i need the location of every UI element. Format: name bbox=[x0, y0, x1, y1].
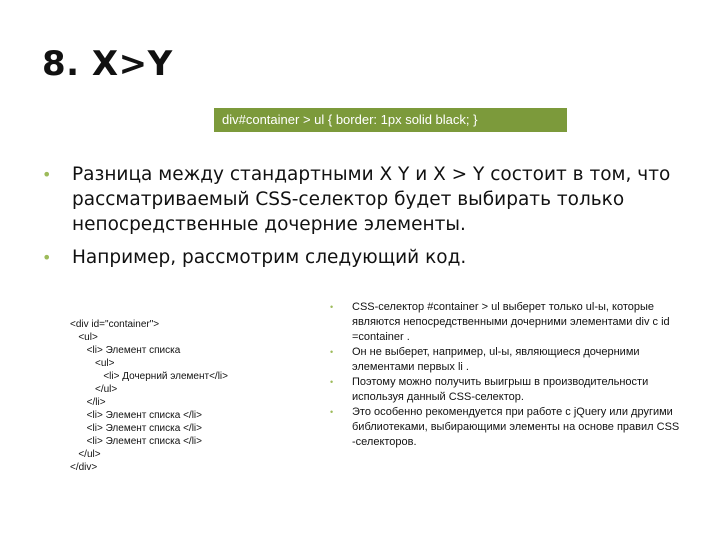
bullet-marker-icon: • bbox=[330, 302, 334, 312]
html-code-example bbox=[70, 318, 310, 474]
note-item bbox=[330, 300, 690, 345]
bullet-marker-icon: • bbox=[42, 165, 52, 184]
note-item bbox=[330, 345, 690, 375]
note-item bbox=[330, 375, 690, 405]
slide-title: 8. X>Y bbox=[42, 44, 173, 84]
bullet-marker-icon: • bbox=[42, 248, 52, 267]
code-line: <li> Элемент списка </li> bbox=[70, 410, 202, 421]
bullet-text: Например, рассмотрим следующий код. bbox=[72, 247, 467, 268]
code-line: </ul> bbox=[70, 449, 101, 460]
bullet-marker-icon: • bbox=[330, 407, 334, 417]
code-line: </li> bbox=[70, 397, 106, 408]
code-line: </div> bbox=[70, 462, 98, 473]
note-text: Он не выберет, например, ul-ы, являющиеся дочерними элементами первых li . bbox=[352, 346, 640, 373]
code-line: </ul> bbox=[70, 384, 118, 395]
notes-list bbox=[330, 300, 690, 450]
bullet-marker-icon: • bbox=[330, 347, 334, 357]
code-line: <li> Элемент списка bbox=[70, 345, 181, 356]
bullet-item bbox=[42, 245, 692, 270]
code-line: <ul> bbox=[70, 358, 115, 369]
code-banner: div#container > ul { border: 1px solid black; } bbox=[214, 108, 567, 132]
bullet-item bbox=[42, 162, 692, 237]
note-text: Поэтому можно получить выигрыш в производительности используя данный CSS-селектор. bbox=[352, 376, 649, 403]
note-text: CSS-селектор #container > ul выберет только ul-ы, которые являются непосредственными дочерними элементами div с id =container . bbox=[352, 301, 670, 343]
bullet-marker-icon: • bbox=[330, 377, 334, 387]
note-item bbox=[330, 405, 690, 450]
code-line: <ul> bbox=[70, 332, 98, 343]
code-line: <li> Элемент списка </li> bbox=[70, 423, 202, 434]
code-line: <li> Дочерний элемент</li> bbox=[70, 371, 228, 382]
main-bullet-list bbox=[42, 162, 692, 278]
code-line: <li> Элемент списка </li> bbox=[70, 436, 202, 447]
bullet-text: Разница между стандартными X Y и X > Y состоит в том, что рассматриваемый CSS-селектор будет выбирать только непосредственные дочерние элементы. bbox=[72, 164, 671, 235]
code-line: <div id="container"> bbox=[70, 319, 160, 330]
note-text: Это особенно рекомендуется при работе с jQuery или другими библиотеками, выбирающими элементы на основе правил CSS -селекторов. bbox=[352, 406, 680, 448]
